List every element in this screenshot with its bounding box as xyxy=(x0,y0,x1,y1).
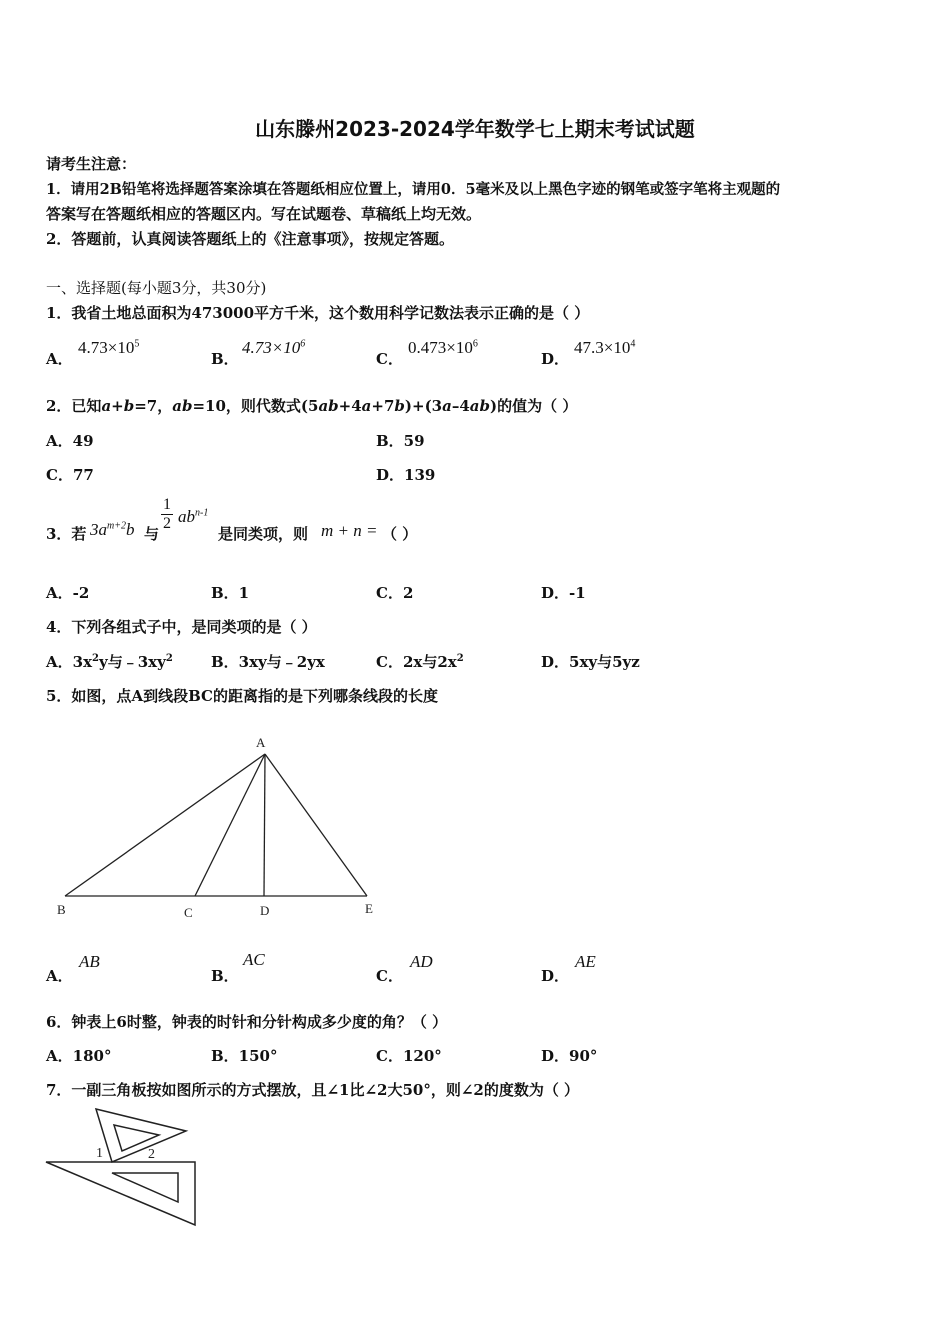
q5-stem: 5．如图，点A到线段BC的距离指的是下列哪条线段的长度 xyxy=(46,687,438,705)
section-heading: 一、选择题(每小题3分，共30分) xyxy=(46,279,267,297)
q3-tail: 是同类项，则 xyxy=(218,525,309,543)
large-set-square xyxy=(46,1162,195,1225)
q3-option-c: C．2 xyxy=(376,584,414,602)
q5-option-a-label: A． xyxy=(46,967,73,985)
q7-set-square-figure xyxy=(44,1105,200,1231)
q5-option-b-label: B． xyxy=(211,967,239,985)
notice-line-1: 1．请用2B铅笔将选择题答案涂填在答题纸相应位置上，请用0．5毫米及以上黑色字迹的钢笔或签字笔将主观题的 xyxy=(46,181,781,198)
q3-option-d: D．-1 xyxy=(541,584,586,602)
q4-option-a: A．$3x^2y$与$﹣3xy^2$ xyxy=(46,653,173,671)
point-e-label: E xyxy=(365,901,373,916)
q1-option-d-value: $47.3\times 10^4$ xyxy=(574,338,636,357)
q1-option-a-label: A． xyxy=(46,350,73,368)
q5-option-c-label: C． xyxy=(376,967,403,985)
q5-option-b-value: AC xyxy=(243,950,265,969)
q6-option-a: A．180° xyxy=(46,1047,112,1065)
notice-line-2: 2．答题前，认真阅读答题纸上的《注意事项》，按规定答题。 xyxy=(46,230,454,248)
segment-ab xyxy=(65,754,265,896)
point-a-label: A xyxy=(256,735,266,750)
q6-option-c: C．120° xyxy=(376,1047,442,1065)
segment-ac xyxy=(195,754,265,896)
notice-heading: 请考生注意： xyxy=(46,155,137,173)
q4-option-b: B．3xy与﹣2yx xyxy=(211,653,325,671)
q4-stem: 4．下列各组式子中，是同类项的是（ ） xyxy=(46,618,317,636)
point-c-label: C xyxy=(184,905,193,920)
q5-option-d-label: D． xyxy=(541,967,570,985)
point-b-label: B xyxy=(57,902,66,917)
q5-option-a-value: AB xyxy=(79,952,100,971)
q2-option-b: B．59 xyxy=(376,432,425,450)
q2-option-a: A．49 xyxy=(46,432,94,450)
q1-option-d-label: D． xyxy=(541,350,570,368)
q1-option-b-label: B． xyxy=(211,350,239,368)
q5-option-d-value: AE xyxy=(575,952,596,971)
segment-ae xyxy=(265,754,367,896)
point-d-label: D xyxy=(260,903,270,918)
q5-triangle-figure xyxy=(40,725,390,925)
q6-option-d: D．90° xyxy=(541,1047,598,1065)
q3-term-1: $3a^{m+2}b$ xyxy=(90,520,135,539)
q3-option-b: B．1 xyxy=(211,584,250,602)
q3-expression: m + n = xyxy=(321,521,378,540)
q3-paren: （ ） xyxy=(382,525,418,543)
q7-stem: 7．一副三角板按如图所示的方式摆放，且∠1比∠2大50°，则∠2的度数为（ ） xyxy=(46,1081,580,1099)
q3-num: 3．若 xyxy=(46,525,87,543)
q1-option-c-value: $0.473\times 10^6$ xyxy=(408,338,478,357)
page-title: 山东滕州2023-2024学年数学七上期末考试试题 xyxy=(255,117,695,141)
notice-line-1b: 答案写在答题纸相应的答题区内。写在试题卷、草稿纸上均无效。 xyxy=(46,205,482,223)
q3-term-2: $ab^{n-1}$ xyxy=(178,507,209,526)
q4-option-c: C．2x与$2x^2$ xyxy=(376,653,464,671)
segment-ad xyxy=(264,754,265,896)
q3-fraction: $\frac{1}{2}$ xyxy=(163,496,171,532)
small-set-square xyxy=(96,1109,186,1162)
large-set-square-inner xyxy=(112,1173,178,1202)
q5-option-c-value: AD xyxy=(410,952,433,971)
q2-stem: 2．已知a+b=7，ab=10，则代数式(5ab+4a+7b)+(3a–4ab)的值为（ ） xyxy=(46,397,578,415)
q2-option-d: D．139 xyxy=(376,466,436,484)
q3-and: 与 xyxy=(144,525,160,543)
q1-stem: 1．我省土地总面积为473000平方千米，这个数用科学记数法表示正确的是（ ） xyxy=(46,304,590,322)
q6-option-b: B．150° xyxy=(211,1047,278,1065)
q2-option-c: C．77 xyxy=(46,466,94,484)
q3-option-a: A．-2 xyxy=(46,584,90,602)
q4-option-d: D．5xy与5yz xyxy=(541,653,640,671)
angle-1-label: 1 xyxy=(96,1146,103,1161)
q6-stem: 6．钟表上6时整，钟表的时针和分针构成多少度的角？（ ） xyxy=(46,1013,448,1031)
q1-option-c-label: C． xyxy=(376,350,403,368)
angle-2-label: 2 xyxy=(148,1147,155,1162)
q1-option-b-value: $4.73\times 10^6$ xyxy=(242,338,306,357)
q1-option-a-value: $4.73\times 10^5$ xyxy=(78,338,140,357)
